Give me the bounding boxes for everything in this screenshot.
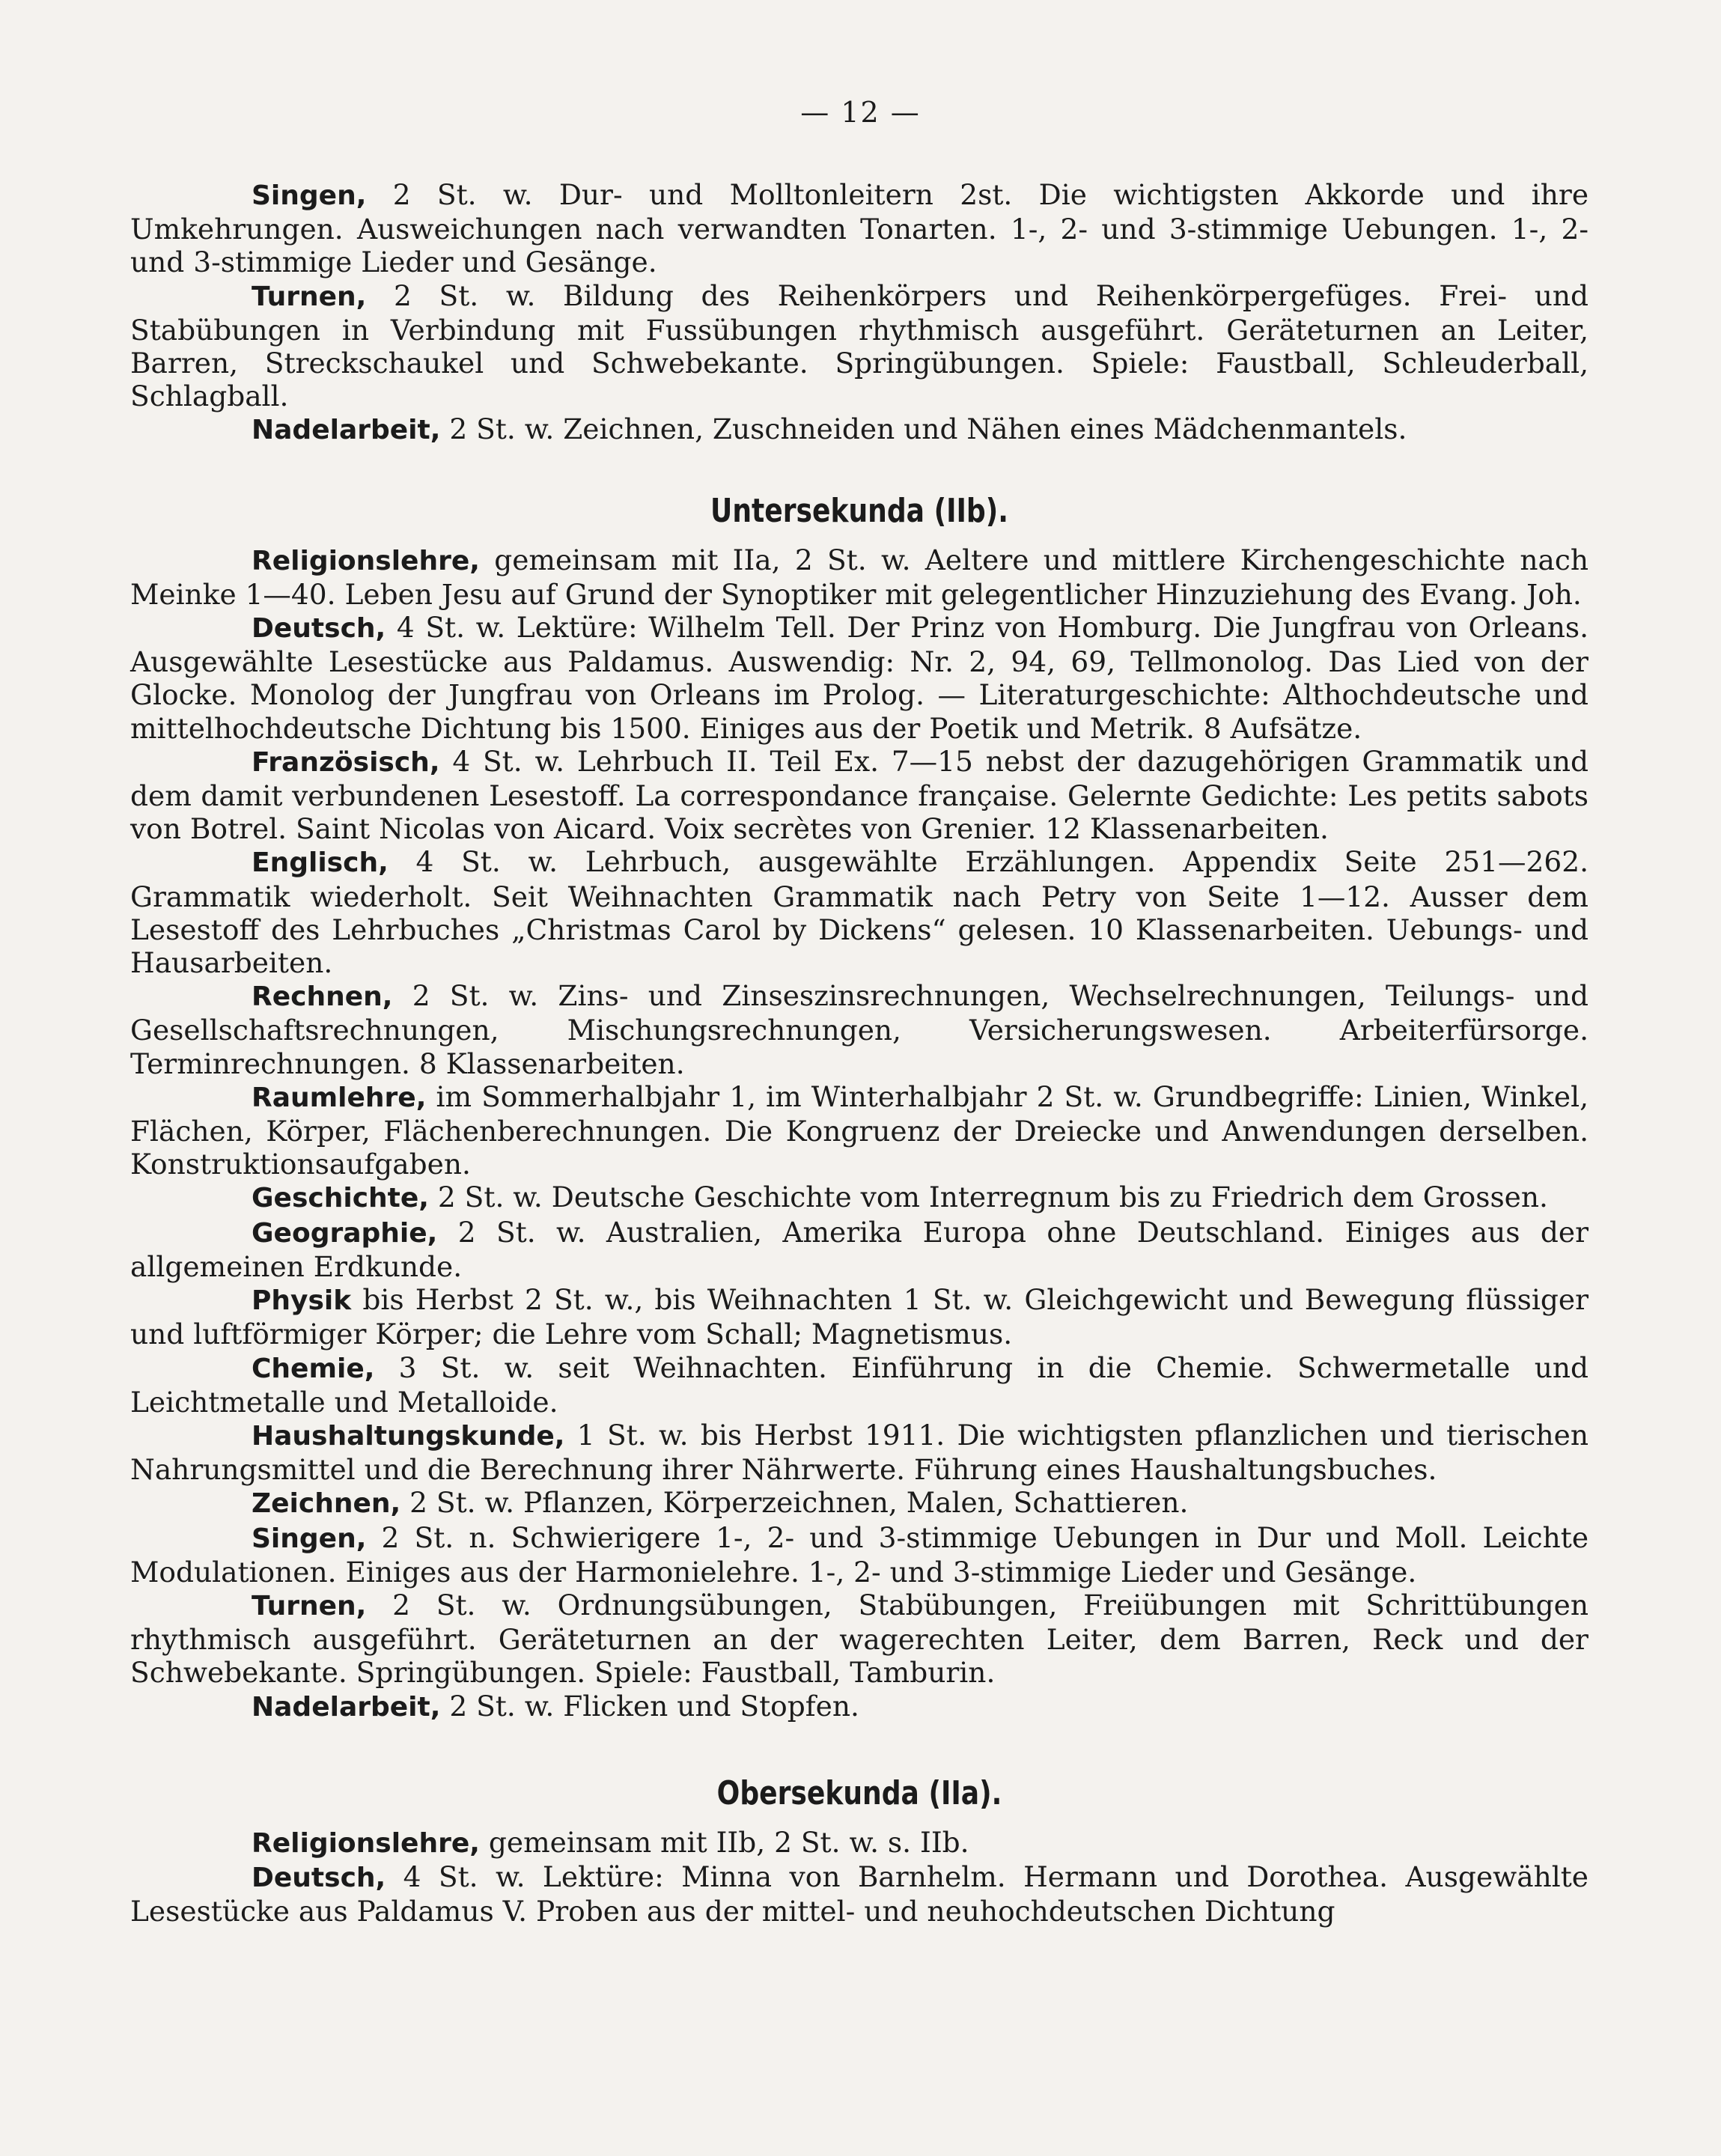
entry-religionslehre: Religionslehre, gemeinsam mit IIa, 2 St. w. Aeltere und mittlere Kirchengeschichte nach Meinke 1—40. Leben Jesu auf Grund der Synoptiker mit gelegentlicher Hinzuziehung des Evang. Joh. — [130, 543, 1589, 611]
section-heading-obersekunda: Obersekunda (IIa). — [716, 1773, 1002, 1812]
entry-physik: Physik bis Herbst 2 St. w., bis Weihnachten 1 St. w. Gleichgewicht und Bewegung flüssiger und luftförmiger Körper; die Lehre vom Schall; Magnetismus. — [130, 1283, 1589, 1351]
entry-raumlehre: Raumlehre, im Sommerhalbjahr 1, im Winterhalbjahr 2 St. w. Grundbegriffe: Linien, Winkel, Flächen, Körper, Flächenberechnungen. Die Kongruenz der Dreiecke und Anwendungen derselben. Konstruktionsaufgaben. — [130, 1079, 1589, 1181]
entry-deutsch: Deutsch, 4 St. w. Lektüre: Wilhelm Tell. Der Prinz von Homburg. Die Jungfrau von Orleans. Ausgewählte Lesestücke aus Paldamus. Auswendig: Nr. 2, 94, 69, Tellmonolog. Das Lied von der Glocke. Monolog der Jungfrau von Orleans im Prolog. — Literaturgeschichte: Althochdeutsche und mittelhochdeutsche Dichtung bis 1500. Einiges aus der Poetik und Metrik. 8 Aufsätze. — [130, 611, 1589, 745]
entry-nadelarbeit: Nadelarbeit, 2 St. w. Zeichnen, Zuschneiden und Nähen eines Mädchenmantels. — [252, 412, 1407, 446]
entry-deutsch: Deutsch, 4 St. w. Lektüre: Minna von Barnhelm. Hermann und Dorothea. Ausgewählte Lesestücke aus Paldamus V. Proben aus der mittel- und neuhochdeutschen Dichtung — [130, 1860, 1589, 1928]
page-number: — 12 — — [800, 96, 921, 129]
entry-religionslehre: Religionslehre, gemeinsam mit IIb, 2 St. w. s. IIb. — [252, 1825, 969, 1859]
entry-geschichte: Geschichte, 2 St. w. Deutsche Geschichte vom Interregnum bis zu Friedrich dem Grossen. — [252, 1181, 1548, 1214]
entry-rechnen: Rechnen, 2 St. w. Zins- und Zinseszinsrechnungen, Wechselrechnungen, Teilungs- und Gesellschaftsrechnungen, Mischungsrechnungen, Versicherungswesen. Arbeiterfürsorge. Terminrechnungen. 8 Klassenarbeiten. — [130, 979, 1589, 1080]
entry-chemie: Chemie, 3 St. w. seit Weihnachten. Einführung in die Chemie. Schwermetalle und Leichtmetalle und Metalloide. — [130, 1350, 1589, 1419]
entry-zeichnen: Zeichnen, 2 St. w. Pflanzen, Körperzeichnen, Malen, Schattieren. — [252, 1486, 1189, 1520]
entry-singen: Singen, 2 St. n. Schwierigere 1-, 2- und 3-stimmige Uebungen in Dur und Moll. Leichte Modulationen. Einiges aus der Harmonielehre. 1-, 2- und 3-stimmige Lieder und Gesänge. — [130, 1520, 1589, 1589]
section-heading-untersekunda: Untersekunda (IIb). — [710, 491, 1008, 530]
entry-turnen: Turnen, 2 St. w. Bildung des Reihenkörpers und Reihenkörpergefüges. Frei- und Stabübungen in Verbindung mit Fussübungen rhythmisch ausgeführt. Geräteturnen an Leiter, Barren, Streckschaukel und Schwebekante. Springübungen. Spiele: Faustball, Schleuderball, Schlagball. — [130, 278, 1589, 413]
entry-singen: Singen, 2 St. w. Dur- und Molltonleitern 2st. Die wichtigsten Akkorde und ihre Umkehrungen. Ausweichungen nach verwandten Tonarten. 1-, 2- und 3-stimmige Uebungen. 1-, 2- und 3-stimmige Lieder und Gesänge. — [130, 178, 1589, 279]
entry-turnen: Turnen, 2 St. w. Ordnungsübungen, Stabübungen, Freiübungen mit Schrittübungen rhythmisch ausgeführt. Geräteturnen an der wagerechten Leiter, dem Barren, Reck und der Schwebekante. Springübungen. Spiele: Faustball, Tamburin. — [130, 1588, 1589, 1690]
entry-geographie: Geographie, 2 St. w. Australien, Amerika Europa ohne Deutschland. Einiges aus der allgemeinen Erdkunde. — [130, 1215, 1589, 1283]
section-untersekunda — [130, 543, 1589, 1724]
entry-haushaltungskunde: Haushaltungskunde, 1 St. w. bis Herbst 1911. Die wichtigsten pflanzlichen und tierischen Nahrungsmittel und die Berechnung ihrer Nährwerte. Führung eines Haushaltungsbuches. — [130, 1418, 1589, 1487]
entry-englisch: Englisch, 4 St. w. Lehrbuch, ausgewählte Erzählungen. Appendix Seite 251—262. Grammatik wiederholt. Seit Weihnachten Grammatik nach Petry von Seite 1—12. Ausser dem Lesestoff des Lehrbuches „Christmas Carol by Dickens“ gelesen. 10 Klassenarbeiten. Uebungs- und Hausarbeiten. — [130, 845, 1589, 980]
section-continued — [130, 178, 1589, 448]
section-obersekunda — [130, 1826, 1589, 1928]
entry-franzoesisch: Französisch, 4 St. w. Lehrbuch II. Teil Ex. 7—15 nebst der dazugehörigen Grammatik und dem damit verbundenen Lesestoff. La correspondance française. Gelernte Gedichte: Les petits sabots von Botrel. Saint Nicolas von Aicard. Voix secrètes von Grenier. 12 Klassenarbeiten. — [130, 744, 1589, 846]
document-body — [130, 178, 1589, 1928]
entry-nadelarbeit: Nadelarbeit, 2 St. w. Flicken und Stopfen. — [252, 1689, 859, 1723]
